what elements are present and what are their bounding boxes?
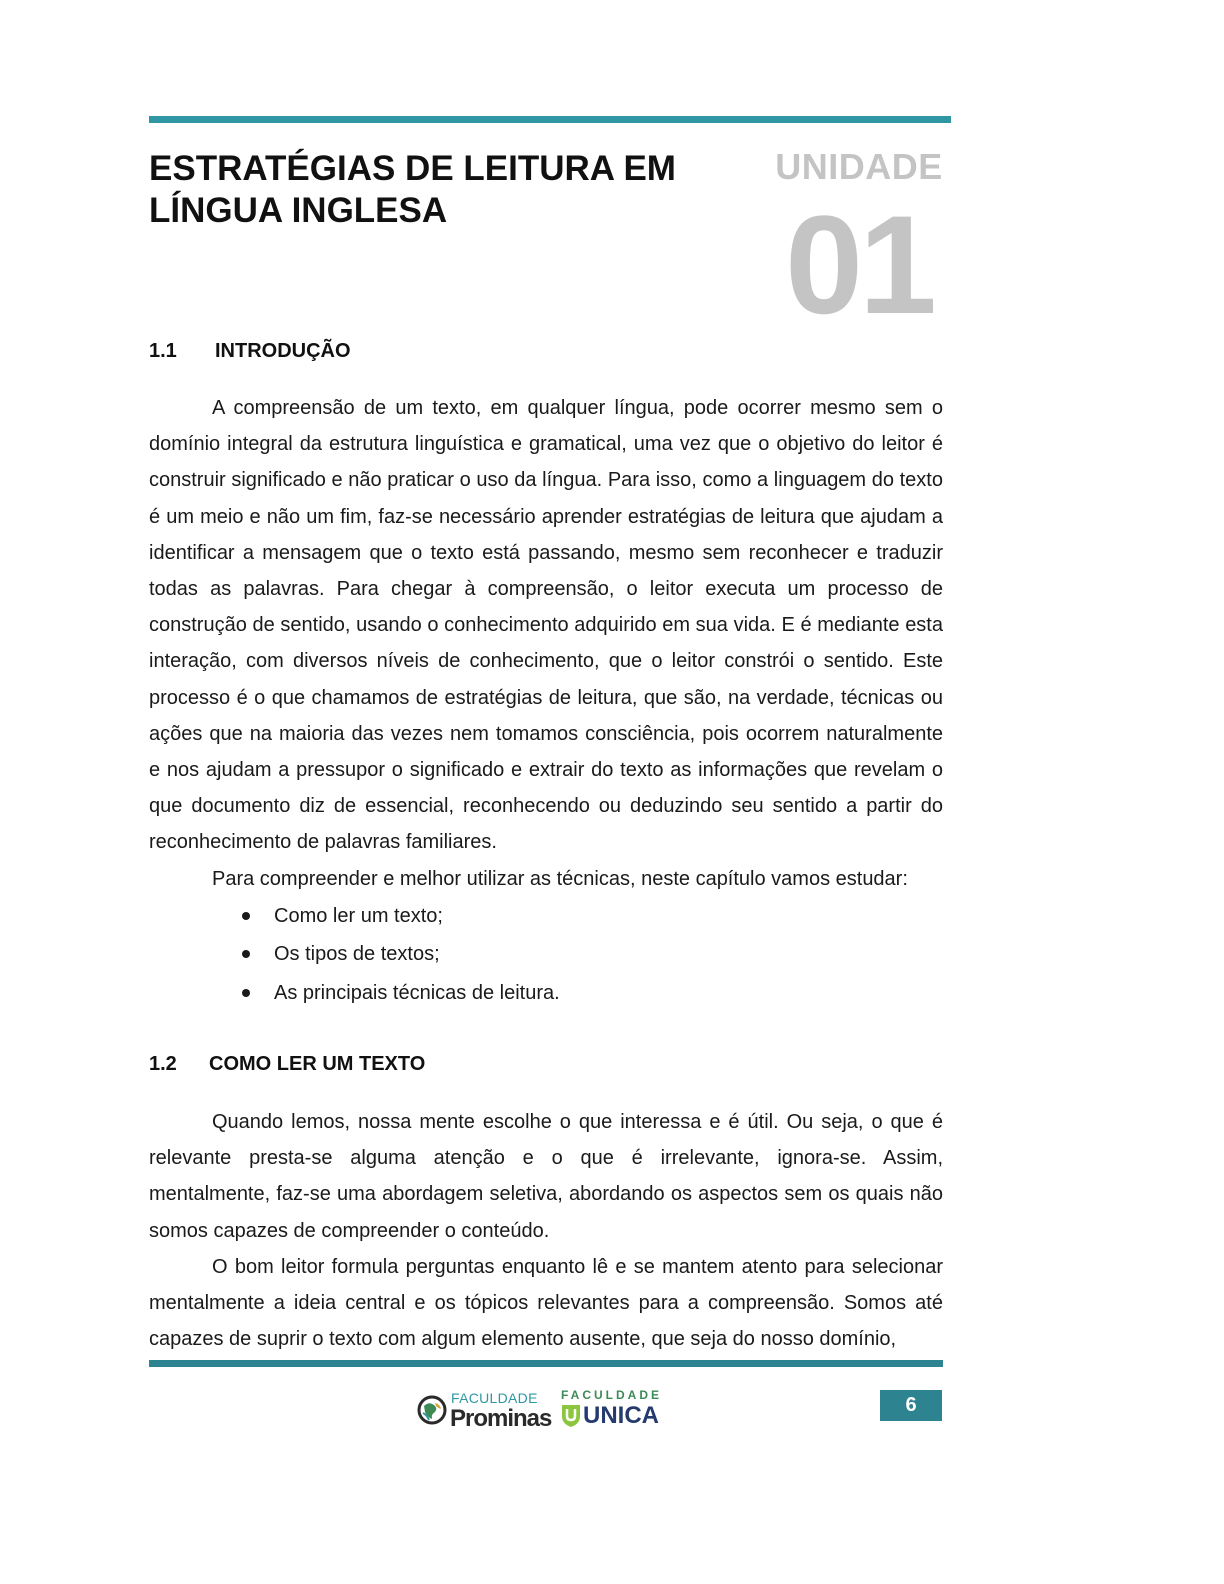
shield-icon xyxy=(561,1404,581,1428)
paragraph: Quando lemos, nossa mente escolhe o que interessa e é útil. Ou seja, o que é relevante presta-se alguma atenção e o que é irrelevante, ignora-se. Assim, mentalmente, faz-se uma abordagem seletiva, abordando os aspectos sem os quais não somos capazes de compreender o conteúdo. xyxy=(149,1111,943,1242)
topic-list xyxy=(149,897,943,1013)
document-title xyxy=(149,148,749,232)
section-2-body xyxy=(149,1104,943,1357)
footer-logos xyxy=(405,1383,685,1439)
section-heading-como-ler xyxy=(149,1053,425,1076)
list-item-text: Como ler um texto; xyxy=(274,904,443,927)
bottom-rule xyxy=(149,1360,943,1367)
section-1-body xyxy=(149,390,943,1012)
unica-logo-name: UNICA xyxy=(583,1402,659,1429)
paragraph: Para compreender e melhor utilizar as técnicas, neste capítulo vamos estudar: xyxy=(212,867,908,890)
list-item-text: Os tipos de textos; xyxy=(274,943,440,966)
list-item xyxy=(149,935,943,974)
unica-logo xyxy=(561,1385,681,1435)
paragraph: A compreensão de um texto, em qualquer língua, pode ocorrer mesmo sem o domínio integral da estrutura linguística e gramatical, uma vez que o objetivo do leitor é construir significado e não praticar o uso da língua. Para isso, como a linguagem do texto é um meio e não um fim, faz-se necessário aprender estratégias de leitura que ajudam a identificar a mensagem que o texto está passando, mesmo sem reconhecer e traduzir todas as palavras. Para chegar à compreensão, o leitor executa um processo de construção de sentido, usando o conhecimento adquirido em sua vida. E é mediante esta interação, com diversos níveis de conhecimento, que o leitor constrói o sentido. Este processo é o que chamamos de estratégias de leitura, que são, na verdade, técnicas ou ações que na maioria das vezes nem tomamos consciência, pois ocorrem naturalmente e nos ajudam a pressupor o significado e extrair do texto as informações que revelam o que documento diz de essencial, reconhecendo ou deduzindo seu sentido a partir do reconhecimento de palavras familiares. xyxy=(149,397,943,854)
section-title: COMO LER UM TEXTO xyxy=(209,1053,426,1075)
prominas-logo xyxy=(417,1387,557,1437)
bullet-icon xyxy=(242,989,250,997)
unit-number: 01 xyxy=(785,186,933,343)
bullet-icon xyxy=(242,950,250,958)
paragraph: O bom leitor formula perguntas enquanto lê e se mantem atento para selecionar mentalmente a ideia central e os tópicos relevantes para a compreensão. Somos até capazes de suprir o texto com algum elemento ausente, que seja do nosso domínio, xyxy=(149,1255,943,1351)
section-number: 1.1 xyxy=(149,340,177,362)
prominas-logo-subtitle: FACULDADE xyxy=(451,1390,538,1406)
list-item xyxy=(149,974,943,1013)
list-item xyxy=(149,897,943,936)
top-rule xyxy=(149,116,951,123)
section-heading-introducao xyxy=(149,340,351,363)
prominas-logo-name: Prominas xyxy=(450,1405,552,1432)
list-item-text: As principais técnicas de leitura. xyxy=(274,981,560,1004)
title-line-2: LÍNGUA INGLESA xyxy=(149,191,448,230)
section-title: INTRODUÇÃO xyxy=(215,340,351,362)
unit-label: UNIDADE xyxy=(775,146,943,187)
page-number: 6 xyxy=(880,1390,942,1421)
section-number: 1.2 xyxy=(149,1053,177,1075)
bullet-icon xyxy=(242,912,250,920)
unica-logo-subtitle: FACULDADE xyxy=(561,1388,662,1402)
title-line-1: ESTRATÉGIAS DE LEITURA EM xyxy=(149,149,676,188)
globe-icon xyxy=(417,1395,447,1425)
